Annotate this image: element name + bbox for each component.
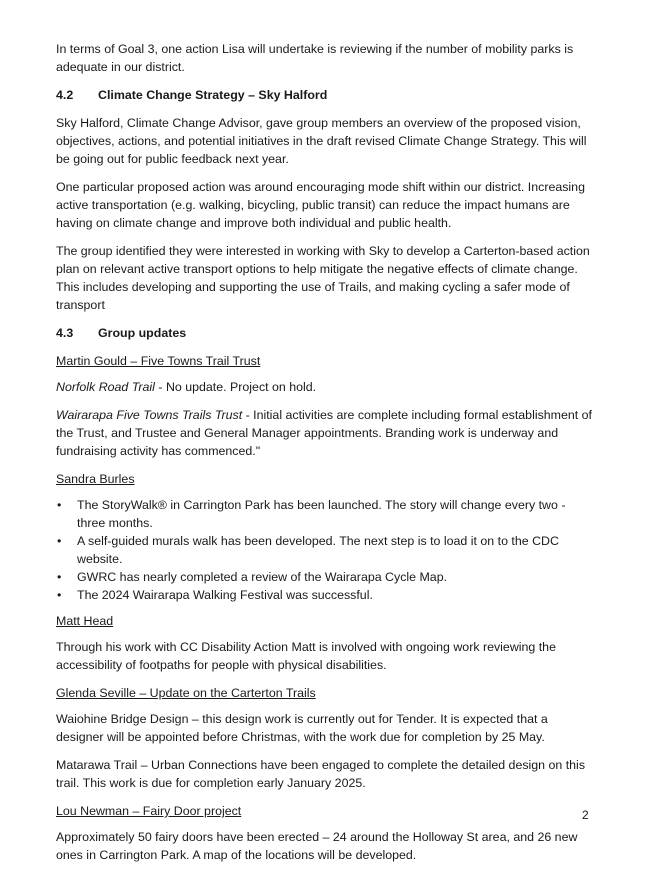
section-heading-4-2 [56,86,596,104]
paragraph-text: - Initial activities are complete including formal establishment of the Trust, and Trustee and General Manager appointments. Branding work is underway and fundraising activity has commenced." [56,408,592,458]
paragraph-text: - No update. Project on hold. [154,380,317,394]
bullet-list [56,496,596,604]
list-item: • A self-guided murals walk has been developed. The next step is to load it on to the CDC website. [56,532,596,568]
subheading-martin-gould: Martin Gould – Five Towns Trail Trust [56,354,261,368]
page-content [56,40,596,874]
paragraph: Approximately 50 fairy doors have been erected – 24 around the Holloway St area, and 26 new ones in Carrington Park. A map of the locations will be developed. [56,830,578,862]
section-title: Group updates [98,326,187,340]
list-item: • The StoryWalk® in Carrington Park has been launched. The story will change every two - three months. [56,496,596,532]
subheading-lou-newman: Lou Newman – Fairy Door project [56,804,242,818]
list-item: • The 2024 Wairarapa Walking Festival was successful. [56,586,596,604]
subheading-sandra-burles: Sandra Burles [56,472,135,486]
paragraph: Sky Halford, Climate Change Advisor, gave group members an overview of the proposed vision, objectives, actions, and potential initiatives in the draft revised Climate Change Strategy. This will be going out for public feedback next year. [56,116,587,166]
paragraph: Through his work with CC Disability Action Matt is involved with ongoing work reviewing the accessibility of footpaths for people with physical disabilities. [56,640,556,672]
subheading-glenda-seville: Glenda Seville – Update on the Carterton Trails [56,686,316,700]
page-number: 2 [582,808,589,822]
italic-label: Wairarapa Five Towns Trails Trust [56,408,243,422]
paragraph: The group identified they were interested in working with Sky to develop a Carterton-based action plan on relevant active transport options to help mitigate the negative effects of climate change. This includes developing and supporting the use of Trails, and making cycling a safer mode of transport [56,244,590,312]
intro-paragraph: In terms of Goal 3, one action Lisa will undertake is reviewing if the number of mobility parks is adequate in our district. [56,42,574,74]
list-item: • GWRC has nearly completed a review of the Wairarapa Cycle Map. [56,568,596,586]
section-number: 4.2 [56,88,74,102]
wairarapa-trust-paragraph [56,406,596,460]
subheading-matt-head: Matt Head [56,614,114,628]
paragraph: Waiohine Bridge Design – this design work is currently out for Tender. It is expected that a designer will be appointed before Christmas, with the work due for completion by 25 May. [56,712,548,744]
section-heading-4-3 [56,324,596,342]
section-title: Climate Change Strategy – Sky Halford [98,88,328,102]
section-number: 4.3 [56,326,74,340]
paragraph: One particular proposed action was around encouraging mode shift within our district. Increasing active transportation (e.g. walking, bicycling, public transit) can reduce the impact humans are having on climate change and improve both individual and public health. [56,180,585,230]
italic-label: Norfolk Road Trail [56,380,155,394]
paragraph: Matarawa Trail – Urban Connections have been engaged to complete the detailed design on this trail. This work is due for completion early January 2025. [56,758,586,790]
norfolk-road-paragraph [56,378,596,396]
